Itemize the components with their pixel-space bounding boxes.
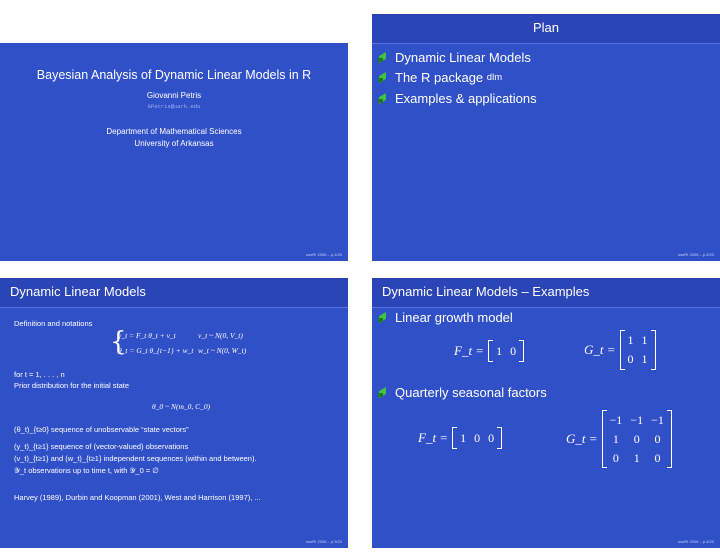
equation-brace: {	[110, 327, 127, 357]
slide-4	[372, 278, 720, 548]
bullet-icon	[378, 53, 387, 62]
slide-footer: useR! 2006 – p.2/20	[677, 252, 714, 257]
bullet-item: Dynamic Linear Models	[378, 50, 531, 65]
slide-3-title: Dynamic Linear Models	[10, 284, 146, 299]
slide-2	[372, 14, 720, 261]
bullet-item: Quarterly seasonal factors	[378, 385, 547, 400]
note-observed-set: 𝒴_t observations up to time t, with 𝒴_0 = ∅	[14, 466, 159, 475]
author-email: GPetris@uark.edu	[147, 103, 201, 110]
state-equation: θ_t = G_t θ_{t−1} + w_t	[118, 346, 194, 355]
slide-footer: useR! 2006 – p.1/20	[305, 252, 342, 257]
slide-header	[372, 14, 720, 44]
definition-heading: Definition and notations	[14, 319, 93, 328]
state-noise: w_t ~ N(0, W_t)	[198, 346, 247, 355]
observation-noise: v_t ~ N(0, V_t)	[198, 331, 243, 340]
linear-growth-F: F_t = 1 0	[454, 340, 524, 362]
slide-footer: useR! 2006 – p.3/20	[305, 539, 342, 544]
bullet-item: Examples & applications	[378, 91, 537, 106]
slide-1	[0, 43, 348, 261]
bullet-icon	[378, 313, 387, 322]
slide-header	[372, 278, 720, 308]
university: University of Arkansas	[134, 139, 214, 148]
slide-1-title: Bayesian Analysis of Dynamic Linear Models in R	[36, 68, 312, 82]
note-independence: (v_t)_{t≥1} and (w_t)_{t≥1} independent sequences (within and between).	[14, 454, 257, 463]
slide-header	[0, 278, 348, 308]
observation-equation: y_t = F_t θ_t + v_t	[118, 331, 176, 340]
slide-footer: useR! 2006 – p.4/20	[677, 539, 714, 544]
bullet-item: The R package dlm	[378, 70, 502, 85]
references: Harvey (1989), Durbin and Koopman (2001), West and Harrison (1997), ...	[14, 493, 261, 502]
bullet-item: Linear growth model	[378, 310, 513, 325]
note-state-vectors: (θ_t)_{t≥0} sequence of unobservable “state vectors”	[14, 425, 189, 434]
department: Department of Mathematical Sciences	[106, 127, 242, 136]
note-observations: (y_t)_{t≥1} sequence of (vector-valued) observations	[14, 442, 189, 451]
slide-3	[0, 278, 348, 548]
seasonal-G: G_t = −1 −1 −1 1 0 0 0 1 0	[566, 410, 672, 468]
prior-heading: Prior distribution for the initial state	[14, 381, 130, 390]
package-name: dlm	[486, 72, 503, 83]
bullet-icon	[378, 73, 387, 82]
slide-4-title: Dynamic Linear Models – Examples	[382, 284, 590, 299]
time-range: for t = 1, . . . , n	[14, 370, 65, 379]
bullet-icon	[378, 94, 387, 103]
prior-equation: θ_0 ~ N(m_0, C_0)	[152, 402, 211, 411]
bullet-icon	[378, 388, 387, 397]
linear-growth-G: G_t = 1 1 0 1	[584, 330, 656, 370]
slide-2-title: Plan	[532, 20, 560, 35]
author-name: Giovanni Petris	[146, 91, 202, 100]
seasonal-F: F_t = 1 0 0	[418, 427, 502, 449]
